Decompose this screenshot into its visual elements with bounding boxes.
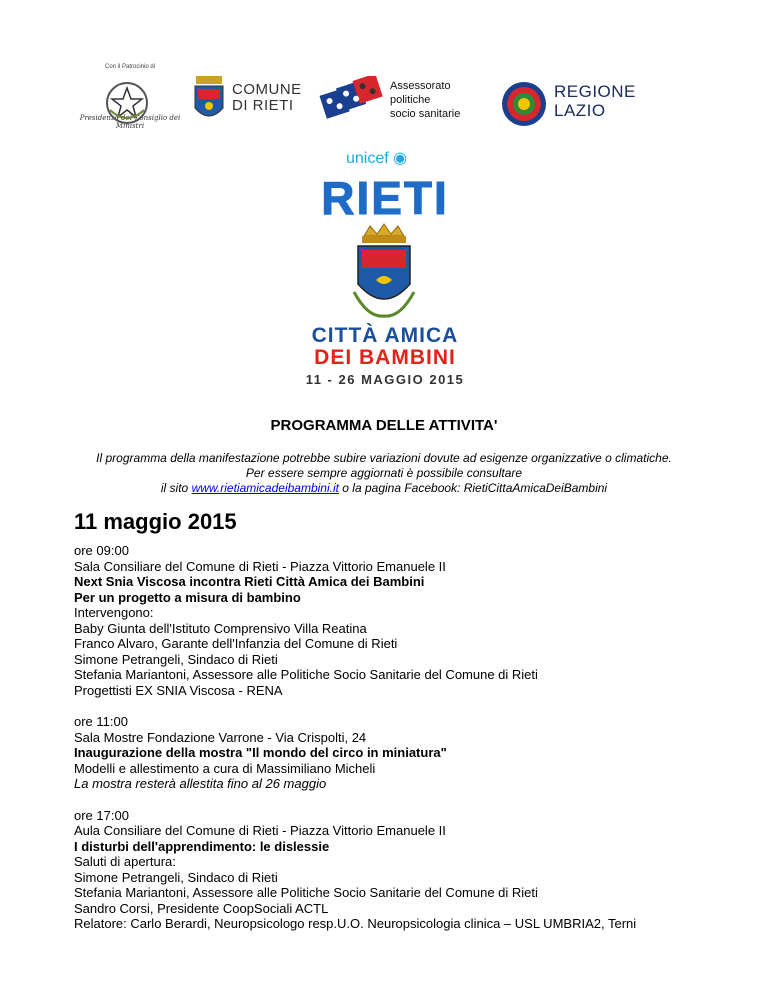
regione-lazio-emblem-icon: [500, 80, 548, 128]
citta-amica-line1: CITTÀ AMICA: [311, 324, 459, 347]
event-place: Sala Consiliare del Comune di Rieti - Piazza Vittorio Emanuele II: [74, 558, 446, 574]
event-detail: Intervengono:: [74, 605, 154, 620]
event-detail: Baby Giunta dell'Istituto Comprensivo Villa Reatina: [74, 620, 367, 636]
event-detail: Simone Petrangeli, Sindaco di Rieti: [74, 651, 278, 667]
assessorato-line1: Assessorato: [390, 80, 451, 92]
day-heading: 11 maggio 2015: [74, 509, 237, 534]
regione-lazio-logo: [554, 82, 636, 120]
event-subtitle: Per un progetto a misura di bambino: [74, 589, 301, 605]
event-title: I disturbi dell'apprendimento: le dislessie: [74, 838, 330, 854]
event-time: ore 11:00: [74, 714, 128, 729]
note-line3-prefix: il sito: [160, 481, 192, 495]
comune-line1: COMUNE: [232, 81, 302, 98]
comune-rieti-crest-icon: [192, 74, 226, 126]
event-title: Next Snia Viscosa incontra Rieti Città Amica dei Bambini: [74, 574, 425, 589]
regione-line1: REGIONE: [554, 82, 636, 101]
note-line3-suffix: o la pagina Facebook: RietiCittaAmicaDeiBambini: [338, 481, 608, 495]
citta-amica-line2: DEI BAMBINI: [314, 346, 456, 369]
website-link[interactable]: www.rietiamicadeibambini.it: [191, 481, 339, 495]
unicef-globe-icon: ◉: [393, 150, 408, 167]
event-detail: Stefania Mariantoni, Assessore alle Politiche Socio Sanitarie del Comune di Rieti: [74, 667, 538, 682]
event-detail: Progettisti EX SNIA Viscosa - RENA: [74, 682, 283, 698]
presidenza-label: Presidenza del Consiglio dei Ministri: [79, 114, 181, 130]
event-detail: Stefania Mariantoni, Assessore alle Politiche Socio Sanitarie del Comune di Rieti: [74, 885, 538, 900]
patrocinio-label: Con il Patrocinio di: [104, 64, 156, 70]
event-detail: Relatore: Carlo Berardi, Neuropsicologo resp.U.O. Neuropsicologia clinica – USL UMBRIA2, Terni: [74, 916, 637, 931]
note-line3: [0, 481, 768, 496]
event-item: [74, 808, 754, 932]
unicef-wordmark: unicef: [346, 150, 389, 167]
assessorato-line3: socio sanitarie: [390, 108, 461, 120]
event-detail: Saluti di apertura:: [74, 854, 176, 869]
event-detail: Sandro Corsi, Presidente CoopSociali ACTL: [74, 900, 329, 916]
italian-republic-emblem-icon: [104, 80, 150, 126]
event-dates: 11 - 26 MAGGIO 2015: [305, 372, 465, 387]
event-detail: Simone Petrangeli, Sindaco di Rieti: [74, 869, 278, 885]
event-time: ore 09:00: [74, 543, 129, 558]
comune-rieti-logo: [232, 82, 302, 114]
rieti-wordmark: RIETI: [321, 172, 449, 224]
event-item: [74, 714, 754, 792]
event-title: Inaugurazione della mostra "Il mondo del circo in miniatura": [74, 745, 447, 760]
assessorato-dots-icon: [318, 76, 386, 122]
event-detail: Modelli e allestimento a cura di Massimiliano Micheli: [74, 760, 376, 776]
disclaimer-note: [0, 451, 768, 496]
event-detail: Franco Alvaro, Garante dell'Infanzia del Comune di Rieti: [74, 636, 398, 651]
comune-line2: DI RIETI: [232, 97, 294, 114]
events-list: [74, 543, 754, 948]
regione-line2: LAZIO: [554, 101, 606, 120]
event-item: [74, 543, 754, 698]
event-place: Sala Mostre Fondazione Varrone - Via Crispolti, 24: [74, 729, 367, 745]
note-line1: Il programma della manifestazione potrebbe subire variazioni dovute ad esigenze organizzative o climatiche.: [96, 451, 672, 465]
event-place: Aula Consiliare del Comune di Rieti - Piazza Vittorio Emanuele II: [74, 823, 446, 838]
event-time: ore 17:00: [74, 807, 129, 823]
unicef-logo: [346, 148, 407, 168]
sponsor-logos-header: [0, 0, 768, 150]
assessorato-logo: [390, 79, 460, 121]
rieti-coat-of-arms-icon: [348, 222, 420, 322]
rieti-wordmark-logo: [318, 168, 452, 224]
page-title: PROGRAMMA DELLE ATTIVITA': [270, 417, 498, 434]
event-italic-note: La mostra resterà allestita fino al 26 maggio: [74, 776, 327, 791]
assessorato-line2: politiche: [390, 94, 431, 106]
note-line2: Per essere sempre aggiornati è possibile consultare: [245, 466, 523, 480]
